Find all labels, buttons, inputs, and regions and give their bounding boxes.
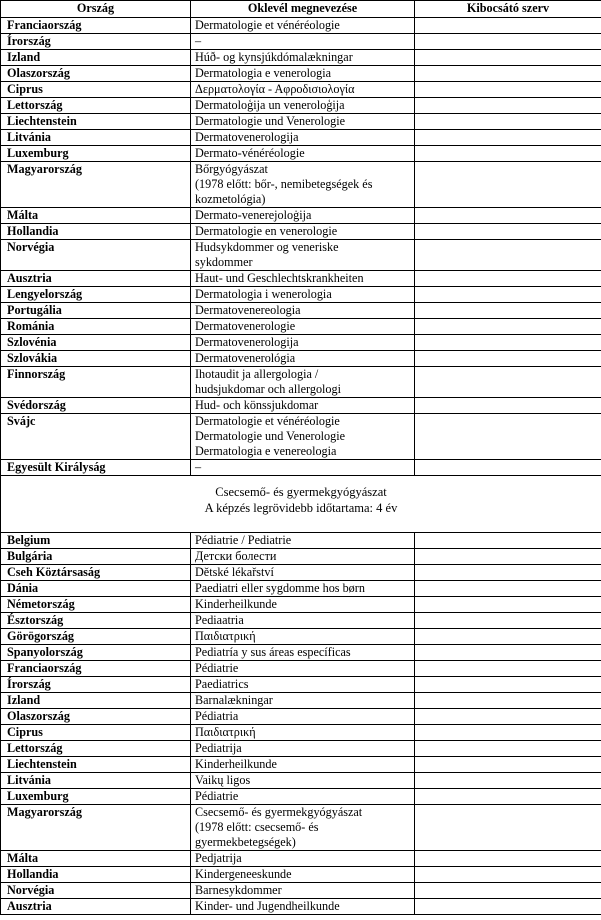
diploma-title-line: Kindergeneeskunde [195,867,292,881]
issuing-body-cell [415,789,601,805]
diploma-title-line: Kinder- und Jugendheilkunde [195,899,340,913]
issuing-body-cell [415,208,601,224]
diploma-title-line: Húð- og kynsjúkdómalækningar [195,50,353,64]
table-row [1,224,601,240]
diploma-title-cell [191,725,415,741]
table-row [1,867,601,883]
issuing-body-cell [415,661,601,677]
diploma-title-cell [191,789,415,805]
section-heading: Csecsemő- és gyermekgyógyászat [215,485,387,499]
diploma-title-cell [191,629,415,645]
issuing-body-cell [415,741,601,757]
diploma-title-cell [191,34,415,50]
table-row [1,693,601,709]
diploma-title-line: Csecsemő- és gyermekgyógyászat [195,805,363,819]
country-cell: Svájc [1,414,191,460]
diploma-title-line: Dermatovenerologija [195,335,299,349]
diploma-title-line: Pedjatrija [195,851,242,865]
diploma-title-cell [191,645,415,661]
diploma-title-cell [191,460,415,476]
issuing-body-cell [415,677,601,693]
diploma-title-line: Dermatovenerologija [195,130,299,144]
diploma-title-cell [191,549,415,565]
table-row [1,34,601,50]
table-row [1,645,601,661]
table-row [1,805,601,851]
issuing-body-cell [415,240,601,271]
country-cell: Liechtenstein [1,757,191,773]
diploma-title-cell [191,271,415,287]
table-row [1,271,601,287]
table-row [1,613,601,629]
issuing-body-cell [415,351,601,367]
table-row [1,773,601,789]
diploma-title-line: Kinderheilkunde [195,757,277,771]
diploma-title-line: gyermekbetegségek) [195,835,296,849]
diploma-title-line: Dětské lékařství [195,565,274,579]
country-cell: Belgium [1,533,191,549]
diploma-title-cell [191,98,415,114]
diploma-title-line: Pédiatrie [195,789,239,803]
diploma-title-cell [191,709,415,725]
issuing-body-cell [415,367,601,398]
diploma-title-line: Dermatologia e venereologia [195,444,337,458]
issuing-body-cell [415,335,601,351]
section-subheading: A képzés legrövidebb időtartama: 4 év [204,501,398,515]
diploma-title-cell [191,693,415,709]
country-cell: Ausztria [1,899,191,915]
diploma-title-line: – [195,460,202,474]
country-cell: Luxemburg [1,789,191,805]
issuing-body-cell [415,883,601,899]
diploma-title-cell [191,351,415,367]
table-row [1,789,601,805]
table-row [1,208,601,224]
diploma-title-line: Dermatologie et vénéréologie [195,18,340,32]
issuing-body-cell [415,162,601,208]
table-row [1,50,601,66]
diploma-title-line: Dermatovenerologie [195,319,296,333]
diploma-title-line: Paediatri eller sygdomme hos børn [195,581,365,595]
diploma-title-cell [191,319,415,335]
issuing-body-cell [415,130,601,146]
issuing-body-cell [415,899,601,915]
diploma-title-line: Ihotaudit ja allergologia / [195,367,319,381]
country-cell: Románia [1,319,191,335]
table-row [1,460,601,476]
diploma-title-line: Bőrgyógyászat [195,162,268,176]
diploma-title-cell [191,597,415,613]
table-row [1,549,601,565]
issuing-body-cell [415,867,601,883]
table-row [1,741,601,757]
country-cell: Norvégia [1,883,191,899]
diploma-title-line: Dermatologie en venerologie [195,224,338,238]
table-row [1,82,601,98]
country-cell: Bulgária [1,549,191,565]
diploma-title-line: Δερματολογία - Αφροδισιολογία [195,82,355,96]
diploma-title-line: Dermatovenerológia [195,351,296,365]
issuing-body-cell [415,581,601,597]
section-header-cell [1,476,601,533]
table-row [1,287,601,303]
issuing-body-cell [415,549,601,565]
country-cell: Lettország [1,741,191,757]
table-row [1,240,601,271]
diploma-title-line: Dermatologia e venerologia [195,66,332,80]
diploma-title-cell [191,130,415,146]
diploma-title-cell [191,224,415,240]
country-cell: Írország [1,677,191,693]
diploma-title-cell [191,867,415,883]
diploma-title-line: Dermato-venerejoloġija [195,208,312,222]
issuing-body-cell [415,98,601,114]
issuing-body-cell [415,693,601,709]
table-row [1,565,601,581]
country-cell: Finnország [1,367,191,398]
diploma-title-line: Dermatologie und Venerologie [195,114,346,128]
issuing-body-cell [415,114,601,130]
country-cell: Szlovénia [1,335,191,351]
country-cell: Málta [1,851,191,867]
diploma-title-line: Hud- och könssjukdomar [195,398,319,412]
diploma-title-line: Παιδιατρική [195,629,256,643]
country-cell: Franciaország [1,18,191,34]
table-row [1,351,601,367]
diploma-title-line: Barnesykdommer [195,883,282,897]
issuing-body-cell [415,66,601,82]
table-row [1,367,601,398]
diploma-title-line: hudsjukdomar och allergologi [195,382,341,396]
diploma-title-line: Dermatologie et vénéréologie [195,414,340,428]
diploma-title-cell [191,883,415,899]
country-cell: Magyarország [1,162,191,208]
country-cell: Görögország [1,629,191,645]
issuing-body-cell [415,414,601,460]
diploma-title-line: (1978 előtt: bőr-, nemibetegségek és [195,177,373,191]
diploma-title-cell [191,208,415,224]
country-cell: Olaszország [1,66,191,82]
issuing-body-cell [415,773,601,789]
diploma-title-cell [191,565,415,581]
table-row [1,335,601,351]
diploma-title-cell [191,162,415,208]
issuing-body-cell [415,805,601,851]
diploma-title-line: Dermatoloģija un veneroloģija [195,98,345,112]
issuing-body-cell [415,34,601,50]
diploma-title-line: sykdommer [195,255,253,269]
country-cell: Dánia [1,581,191,597]
diploma-title-line: Kinderheilkunde [195,597,277,611]
section-header-row [1,476,601,533]
diploma-title-line: Pédiatrie [195,661,239,675]
dermatology-rows [1,18,601,476]
diploma-title-cell [191,677,415,693]
diploma-title-cell [191,303,415,319]
issuing-body-cell [415,460,601,476]
diploma-title-line: Παιδιατρική [195,725,256,739]
country-cell: Írország [1,34,191,50]
country-cell: Liechtenstein [1,114,191,130]
diploma-title-cell [191,805,415,851]
country-cell: Ciprus [1,725,191,741]
diploma-title-cell [191,50,415,66]
diploma-title-cell [191,899,415,915]
issuing-body-cell [415,319,601,335]
issuing-body-cell [415,146,601,162]
diploma-title-line: Pediatrija [195,741,242,755]
diploma-title-cell [191,851,415,867]
country-cell: Ausztria [1,271,191,287]
table-row [1,851,601,867]
issuing-body-cell [415,287,601,303]
table-header-row [1,1,601,18]
issuing-body-cell [415,613,601,629]
pediatrics-rows [1,533,601,915]
pediatrics-section [1,476,601,533]
table-row [1,661,601,677]
issuing-body-cell [415,757,601,773]
diploma-title-cell [191,114,415,130]
issuing-body-cell [415,725,601,741]
table-row [1,629,601,645]
diploma-title-line: – [195,34,202,48]
table-row [1,597,601,613]
diploma-title-cell [191,581,415,597]
country-cell: Cseh Köztársaság [1,565,191,581]
issuing-body-cell [415,597,601,613]
table-row [1,66,601,82]
diploma-title-line: Dermatologie und Venerologie [195,429,346,443]
diploma-title-cell [191,335,415,351]
issuing-body-cell [415,565,601,581]
country-cell: Lettország [1,98,191,114]
country-cell: Svédország [1,398,191,414]
diploma-title-line: Детски болести [195,549,277,563]
table-row [1,883,601,899]
table-row [1,18,601,34]
country-cell: Portugália [1,303,191,319]
diploma-title-cell [191,773,415,789]
diploma-title-cell [191,414,415,460]
country-cell: Litvánia [1,773,191,789]
table-row [1,98,601,114]
diploma-title-line: Pediaatria [195,613,244,627]
diploma-title-line: Dermatologia i wenerologia [195,287,332,301]
diploma-title-line: kozmetológia) [195,192,266,206]
table-row [1,899,601,915]
issuing-body-cell [415,18,601,34]
diploma-title-cell [191,240,415,271]
country-cell: Észtország [1,613,191,629]
issuing-body-cell [415,533,601,549]
issuing-body-cell [415,82,601,98]
issuing-body-cell [415,271,601,287]
country-cell: Málta [1,208,191,224]
country-cell: Spanyolország [1,645,191,661]
country-cell: Olaszország [1,709,191,725]
table-row [1,303,601,319]
table-row [1,533,601,549]
diploma-title-cell [191,82,415,98]
table-row [1,398,601,414]
issuing-body-cell [415,645,601,661]
table-row [1,581,601,597]
header-diploma-title: Oklevél megnevezése [191,1,415,18]
diploma-title-cell [191,367,415,398]
header-country: Ország [1,1,191,18]
diploma-title-line: Pédiatria [195,709,239,723]
country-cell: Magyarország [1,805,191,851]
diploma-title-line: (1978 előtt: csecsemő- és [195,820,319,834]
country-cell: Norvégia [1,240,191,271]
diploma-title-cell [191,66,415,82]
country-cell: Hollandia [1,224,191,240]
issuing-body-cell [415,629,601,645]
issuing-body-cell [415,224,601,240]
header-issuing-body: Kibocsátó szerv [415,1,601,18]
table-row [1,319,601,335]
table-row [1,162,601,208]
diploma-title-line: Vaikų ligos [195,773,251,787]
issuing-body-cell [415,303,601,319]
diploma-title-cell [191,661,415,677]
issuing-body-cell [415,709,601,725]
issuing-body-cell [415,50,601,66]
diploma-title-cell [191,533,415,549]
issuing-body-cell [415,851,601,867]
country-cell: Szlovákia [1,351,191,367]
country-cell: Izland [1,50,191,66]
diploma-title-line: Pediatría y sus áreas específicas [195,645,351,659]
country-cell: Franciaország [1,661,191,677]
country-cell: Egyesült Királyság [1,460,191,476]
country-cell: Lengyelország [1,287,191,303]
table-row [1,757,601,773]
country-cell: Németország [1,597,191,613]
diploma-title-cell [191,287,415,303]
table-row [1,414,601,460]
country-cell: Litvánia [1,130,191,146]
table-row [1,709,601,725]
country-cell: Izland [1,693,191,709]
diploma-title-cell [191,146,415,162]
table-row [1,677,601,693]
diploma-title-line: Dermato-vénéréologie [195,146,305,160]
diploma-title-line: Dermatovenereologia [195,303,301,317]
diploma-title-line: Pédiatrie / Pediatrie [195,533,292,547]
table-row [1,146,601,162]
diploma-title-line: Hudsykdommer og veneriske [195,240,339,254]
country-cell: Ciprus [1,82,191,98]
country-cell: Luxemburg [1,146,191,162]
diploma-title-cell [191,613,415,629]
table-row [1,130,601,146]
diploma-title-cell [191,398,415,414]
diploma-title-line: Paediatrics [195,677,249,691]
table-row [1,114,601,130]
diploma-title-line: Haut- und Geschlechtskrankheiten [195,271,364,285]
diploma-title-line: Barnalækningar [195,693,273,707]
table-row [1,725,601,741]
diploma-title-cell [191,741,415,757]
diploma-title-cell [191,757,415,773]
country-cell: Hollandia [1,867,191,883]
diploma-title-cell [191,18,415,34]
issuing-body-cell [415,398,601,414]
